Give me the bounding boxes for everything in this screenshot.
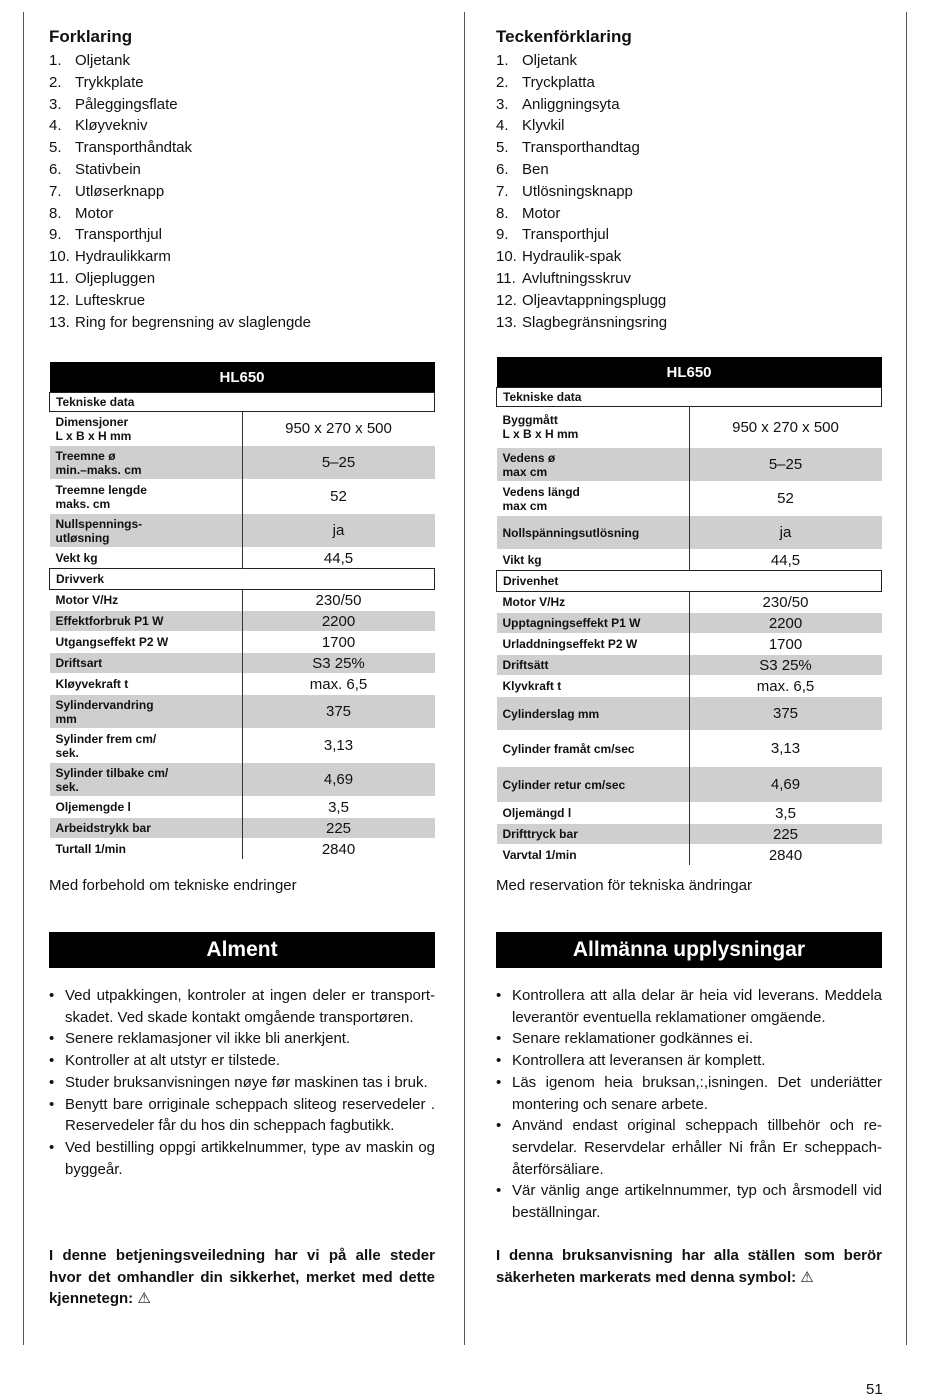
legend-item-text: Transporthåndtak: [75, 139, 193, 157]
bullet-dot: •: [49, 987, 55, 1004]
legend-item-text: Klyvkil: [522, 117, 565, 135]
table-section-title: Drivenhet: [497, 571, 882, 592]
table-row: [497, 550, 882, 571]
legend-item: [496, 181, 667, 203]
table-row: [50, 797, 435, 818]
spec-label: Driftsart: [50, 653, 243, 674]
spec-table: [49, 361, 435, 860]
bullet-dot: •: [496, 1073, 502, 1091]
table-row: [50, 446, 435, 480]
spec-value: 1700: [689, 634, 882, 655]
table-section-title: Tekniske data: [497, 388, 882, 407]
legend-item: [49, 72, 311, 94]
legend-item: [496, 224, 667, 246]
spec-label: Vedens ø max cm: [497, 448, 690, 482]
legend-item-text: Transporthjul: [522, 226, 609, 244]
legend-item-number: 9.: [496, 226, 509, 244]
table-row: [497, 731, 882, 767]
legend-item-number: 13.: [496, 313, 517, 331]
legend-item-number: 3.: [496, 95, 509, 113]
spec-value: 1700: [242, 632, 435, 653]
spec-value: 52: [242, 480, 435, 514]
legend-item-number: 8.: [496, 204, 509, 222]
legend-item-text: Kløyvekniv: [75, 117, 148, 135]
legend-item-number: 8.: [49, 204, 62, 222]
bullet-dot: •: [49, 1073, 55, 1091]
table-row: [50, 729, 435, 763]
legend-item: [496, 268, 667, 290]
general-info-heading: Allmänna upplysningar: [496, 932, 882, 968]
legend-item-number: 5.: [496, 139, 509, 157]
spec-value: 3,5: [689, 803, 882, 824]
legend-item: [49, 181, 311, 203]
bullet-item: [496, 1072, 882, 1115]
spec-label: Arbeidstrykk bar: [50, 818, 243, 839]
spec-label: Cylinder retur cm/sec: [497, 767, 690, 803]
table-row: [50, 514, 435, 548]
spec-value: 3,5: [242, 797, 435, 818]
legend-item-text: Stativbein: [75, 160, 141, 178]
legend-item: [49, 50, 311, 72]
spec-value: 950 x 270 x 500: [242, 412, 435, 446]
legend-item-number: 1.: [49, 52, 62, 69]
spec-label: Sylinder tilbake cm/ sek.: [50, 763, 243, 797]
table-row: [497, 824, 882, 845]
bullet-item: [49, 1050, 435, 1072]
bullet-item: [496, 1050, 882, 1072]
table-section-row: [497, 571, 882, 592]
right-margin-rule: [906, 12, 907, 1345]
bullet-text: Kontroller at alt utstyr er tilstede.: [65, 1052, 281, 1070]
bullet-text: Benytt bare orriginale scheppach sliteog reservedeler . Reservedeler får du hos din scheppach fagbutikk.: [65, 1095, 435, 1135]
spec-label: Kløyvekraft t: [50, 674, 243, 695]
spec-label: Motor V/Hz: [497, 592, 690, 613]
spec-label: Cylinder framåt cm/sec: [497, 731, 690, 767]
bullet-item: [496, 1028, 882, 1050]
legend-item-text: Påleggingsflate: [75, 95, 178, 113]
spec-value: S3 25%: [242, 653, 435, 674]
spec-value: 52: [689, 482, 882, 516]
legend-item-text: Tryckplatta: [522, 73, 595, 91]
legend-item-number: 2.: [496, 73, 509, 91]
spec-label: Treemne ø min.–maks. cm: [50, 446, 243, 480]
spec-label: Nullspennings- utløsning: [50, 514, 243, 548]
bullet-item: [49, 985, 435, 1028]
legend-item-text: Utløserknapp: [75, 182, 165, 200]
general-info-list: [496, 985, 882, 1224]
spec-value: 3,13: [689, 731, 882, 767]
table-row: [497, 803, 882, 824]
legend-item-text: Motor: [75, 204, 114, 222]
spec-value: ja: [242, 514, 435, 548]
table-row: [497, 482, 882, 516]
spec-value: 230/50: [242, 590, 435, 611]
spec-value: 2840: [242, 839, 435, 860]
table-row: [50, 695, 435, 729]
legend-item-number: 9.: [49, 226, 62, 244]
table-row: [50, 674, 435, 695]
table-row: [50, 480, 435, 514]
bullet-item: [496, 985, 882, 1028]
bullet-item: [49, 1137, 435, 1180]
legend-title: Forklaring: [49, 27, 133, 46]
legend-item: [496, 137, 667, 159]
bullet-item: [496, 1115, 882, 1180]
table-section-title: Tekniske data: [50, 393, 435, 412]
technical-changes-note: Med forbehold om tekniske endringer: [49, 877, 297, 894]
spec-label: Vekt kg: [50, 548, 243, 569]
legend-item: [49, 94, 311, 116]
legend-item: [496, 246, 667, 268]
spec-value: ja: [689, 516, 882, 550]
bullet-text: Läs igenom heia bruksan,:,isningen. Det underiätter montering och senare arbete.: [512, 1073, 882, 1113]
legend-item-number: 5.: [49, 139, 62, 157]
spec-value: 2200: [689, 613, 882, 634]
general-info-heading: Alment: [49, 932, 435, 968]
bullet-dot: •: [496, 1052, 502, 1070]
table-row: [497, 697, 882, 731]
spec-value: 225: [689, 824, 882, 845]
legend-item-number: 2.: [49, 73, 62, 91]
legend-item-text: Transporthandtag: [522, 139, 640, 157]
legend-item: [496, 159, 667, 181]
legend-item-number: 3.: [49, 95, 62, 113]
legend-item: [49, 159, 311, 181]
bullet-text: Vär vänlig ange artikelnnummer, typ och årsmodell vid beställningar.: [512, 1182, 882, 1222]
legend-item-number: 6.: [49, 160, 62, 178]
bullet-dot: •: [49, 1138, 55, 1156]
bullet-dot: •: [49, 1095, 55, 1113]
table-section-row: [50, 393, 435, 412]
spec-value: 2840: [689, 845, 882, 866]
legend-item: [49, 312, 311, 334]
spec-value: 5–25: [242, 446, 435, 480]
spec-table: [496, 356, 882, 866]
table-row: [50, 590, 435, 611]
spec-value: 375: [242, 695, 435, 729]
spec-label: Vedens längd max cm: [497, 482, 690, 516]
bullet-dot: •: [49, 1052, 55, 1070]
legend-item-number: 4.: [496, 117, 509, 135]
bullet-dot: •: [496, 987, 502, 1004]
spec-label: Oljemengde l: [50, 797, 243, 818]
spec-label: Vikt kg: [497, 550, 690, 571]
spec-value: 44,5: [242, 548, 435, 569]
table-section-title: Drivverk: [50, 569, 435, 590]
safety-note: I denne betjeningsveiledning har vi på alle steder hvor det omhandler din sikkerhet, merket med dette kjennetegn: ⚠: [49, 1247, 435, 1308]
spec-value: S3 25%: [689, 655, 882, 676]
table-row: [497, 613, 882, 634]
legend-item-text: Hydraulik-spak: [522, 248, 622, 266]
bullet-text: Studer bruksanvisningen nøye før maskinen tas i bruk.: [65, 1073, 428, 1091]
table-row: [497, 845, 882, 866]
bullet-dot: •: [496, 1030, 502, 1048]
bullet-text: Kontrollera att leveransen är komplett.: [512, 1052, 766, 1070]
legend-item-text: Oljepluggen: [75, 269, 156, 287]
legend-item: [49, 203, 311, 225]
spec-label: Sylindervandring mm: [50, 695, 243, 729]
spec-label: Byggmått L x B x H mm: [497, 407, 690, 448]
legend-item: [49, 137, 311, 159]
table-row: [50, 653, 435, 674]
legend-item-text: Lufteskrue: [75, 291, 146, 309]
bullet-text: Senare reklamationer godkännes ei.: [512, 1030, 753, 1048]
center-column-rule: [464, 12, 465, 1345]
spec-label: Sylinder frem cm/ sek.: [50, 729, 243, 763]
bullet-text: Använd endast original scheppach tillbehör och re-servdelar. Reservdelar erhåller Ni från Er scheppach-återförsäliare.: [512, 1117, 882, 1178]
legend-item: [496, 115, 667, 137]
table-row: [50, 548, 435, 569]
legend-list: [49, 50, 311, 333]
bullet-dot: •: [496, 1182, 502, 1200]
bullet-item: [49, 1072, 435, 1094]
legend-item-text: Utlösningsknapp: [522, 182, 633, 200]
legend-item: [49, 246, 311, 268]
legend-item-text: Ben: [522, 160, 549, 178]
bullet-text: Senere reklamasjoner vil ikke bli anerkjent.: [65, 1030, 351, 1048]
legend-item-text: Transporthjul: [75, 226, 162, 244]
bullet-item: [49, 1094, 435, 1137]
spec-value: 44,5: [689, 550, 882, 571]
legend-item: [496, 203, 667, 225]
legend-item-number: 6.: [496, 160, 509, 178]
bullet-text: Ved utpakkingen, kontroler at ingen deler er transport-skadet. Ved skade kontakt omgående transportøren.: [65, 987, 435, 1026]
spec-label: Upptagningseffekt P1 W: [497, 613, 690, 634]
legend-item-text: Oljetank: [522, 52, 578, 69]
legend-item-text: Ring for begrensning av slaglengde: [75, 313, 311, 331]
table-row: [497, 448, 882, 482]
legend-item-number: 13.: [49, 313, 70, 331]
legend-item: [496, 312, 667, 334]
table-row: [50, 839, 435, 860]
spec-value: max. 6,5: [242, 674, 435, 695]
legend-item-number: 7.: [49, 182, 62, 200]
spec-label: Drifttryck bar: [497, 824, 690, 845]
legend-item-number: 12.: [496, 291, 517, 309]
legend-item: [49, 268, 311, 290]
technical-changes-note: Med reservation för tekniska ändringar: [496, 877, 752, 894]
spec-label: Treemne lengde maks. cm: [50, 480, 243, 514]
spec-label: Motor V/Hz: [50, 590, 243, 611]
legend-item-text: Trykkplate: [75, 73, 144, 91]
legend-title: Teckenförklaring: [496, 27, 632, 46]
table-row: [50, 818, 435, 839]
spec-value: 3,13: [242, 729, 435, 763]
legend-item: [49, 224, 311, 246]
table-row: [497, 592, 882, 613]
legend-item-number: 12.: [49, 291, 70, 309]
spec-value: 2200: [242, 611, 435, 632]
spec-value: max. 6,5: [689, 676, 882, 697]
legend-list: [496, 50, 667, 333]
table-row: [50, 412, 435, 446]
spec-value: 375: [689, 697, 882, 731]
table-row: [50, 611, 435, 632]
spec-label: Urladdningseffekt P2 W: [497, 634, 690, 655]
legend-item-number: 1.: [496, 52, 509, 69]
legend-item-number: 7.: [496, 182, 509, 200]
spec-label: Utgangseffekt P2 W: [50, 632, 243, 653]
spec-label: Driftsätt: [497, 655, 690, 676]
legend-item-text: Hydraulikkarm: [75, 248, 171, 266]
legend-item-number: 10.: [496, 248, 517, 266]
spec-label: Klyvkraft t: [497, 676, 690, 697]
spec-label: Oljemängd l: [497, 803, 690, 824]
legend-item-number: 11.: [49, 269, 69, 287]
legend-item-text: Avluftningsskruv: [522, 269, 631, 287]
spec-label: Nollspänningsutlösning: [497, 516, 690, 550]
legend-item-text: Anliggningsyta: [522, 95, 620, 113]
spec-label: Varvtal 1/min: [497, 845, 690, 866]
spec-value: 4,69: [242, 763, 435, 797]
spec-label: Dimensjoner L x B x H mm: [50, 412, 243, 446]
table-row: [497, 634, 882, 655]
legend-item-number: 4.: [49, 117, 62, 135]
table-section-row: [497, 388, 882, 407]
table-row: [497, 407, 882, 448]
bullet-dot: •: [49, 1030, 55, 1048]
table-row: [497, 767, 882, 803]
table-row: [50, 632, 435, 653]
legend-item-text: Oljetank: [75, 52, 131, 69]
bullet-text: Kontrollera att alla delar är heia vid leverans. Meddela leverantör eventuella reklamationer omgäende.: [512, 987, 882, 1026]
spec-value: 5–25: [689, 448, 882, 482]
spec-value: 950 x 270 x 500: [689, 407, 882, 448]
bullet-item: [496, 1180, 882, 1223]
legend-item: [49, 115, 311, 137]
legend-item-number: 11.: [496, 269, 516, 287]
table-header-row: [50, 362, 435, 393]
legend-item: [496, 290, 667, 312]
table-row: [497, 516, 882, 550]
legend-item-number: 10.: [49, 248, 70, 266]
spec-value: 230/50: [689, 592, 882, 613]
bullet-dot: •: [496, 1117, 502, 1135]
table-row: [50, 763, 435, 797]
page-number: 51: [866, 1381, 883, 1398]
spec-value: 4,69: [689, 767, 882, 803]
spec-value: 225: [242, 818, 435, 839]
spec-label: Turtall 1/min: [50, 839, 243, 860]
legend-item: [496, 50, 667, 72]
model-name: HL650: [497, 357, 882, 388]
legend-item: [496, 72, 667, 94]
legend-item: [496, 94, 667, 116]
table-section-row: [50, 569, 435, 590]
left-margin-rule: [23, 12, 24, 1345]
model-name: HL650: [50, 362, 435, 393]
table-header-row: [497, 357, 882, 388]
legend-item: [49, 290, 311, 312]
table-row: [497, 655, 882, 676]
bullet-item: [49, 1028, 435, 1050]
bullet-text: Ved bestilling oppgi artikkelnummer, type av maskin og byggeår.: [65, 1138, 435, 1178]
general-info-list: [49, 985, 435, 1180]
legend-item-text: Motor: [522, 204, 561, 222]
spec-label: Cylinderslag mm: [497, 697, 690, 731]
legend-item-text: Slagbegränsningsring: [522, 313, 668, 331]
spec-label: Effektforbruk P1 W: [50, 611, 243, 632]
legend-item-text: Oljeavtappningsplugg: [522, 291, 667, 309]
table-row: [497, 676, 882, 697]
safety-note: I denna bruksanvisning har alla ställen som berör säkerheten markerats med denna symbol: ⚠: [496, 1247, 882, 1286]
